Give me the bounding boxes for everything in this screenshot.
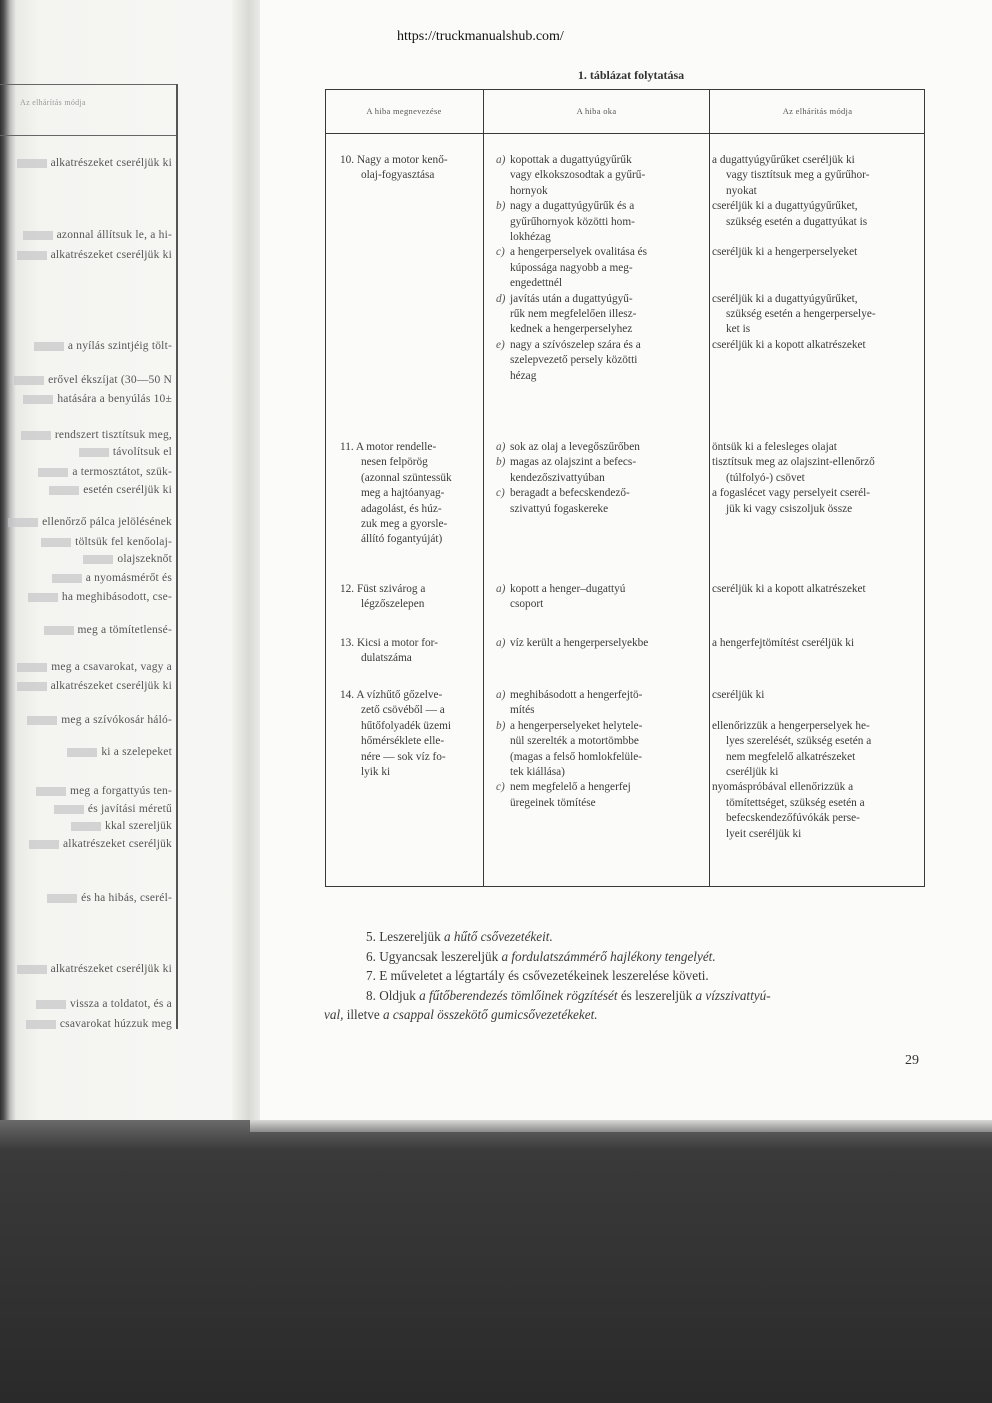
binding-blur xyxy=(79,448,109,457)
header-fault-cause: A hiba oka xyxy=(576,106,617,116)
binding-blur xyxy=(38,468,68,477)
left-page-line xyxy=(27,714,172,726)
remedy-line: cseréljük ki a kopott alkatrészeket xyxy=(712,583,866,595)
left-page-line xyxy=(67,746,172,758)
cause-marker: c) xyxy=(496,781,505,794)
remedy-line: cseréljük ki a hengerperselyeket xyxy=(712,246,858,259)
column-divider xyxy=(483,89,484,887)
header-remedy: Az elhárítás módja xyxy=(782,106,853,116)
binding-blur xyxy=(17,251,47,260)
binding-blur xyxy=(52,574,82,583)
cause-line: a hengerperselyeket helytele- xyxy=(510,719,643,732)
fault-name-line: 10. Nagy a motor kenő- xyxy=(340,154,448,166)
remedy-line: tömítettséget, szükség esetén a xyxy=(726,796,865,809)
left-page-line-text: alkatrészeket cseréljük ki xyxy=(50,249,172,261)
cause-text xyxy=(510,455,706,486)
left-page-line-text: ha meghibásodott, cse- xyxy=(61,591,172,603)
left-page-line-text: azonnal állítsuk le, a hi- xyxy=(56,229,172,241)
cause-item xyxy=(496,719,706,781)
fault-name-line: légzőszelepen xyxy=(361,598,425,611)
emphasized-text: a vízszivattyú- xyxy=(695,987,771,1003)
remedy-item xyxy=(712,338,920,353)
remedy-line: lyes szerelését, szükség esetén a xyxy=(726,735,872,748)
left-page-line xyxy=(21,429,172,441)
fault-name-cell xyxy=(340,153,480,184)
cause-line: beragadt a befecskendező- xyxy=(510,487,630,500)
binding-blur xyxy=(28,593,58,602)
page-number: 29 xyxy=(905,1053,919,1068)
fault-cause-cell xyxy=(496,636,706,651)
left-page-line-text: meg a csavarokat, vagy a xyxy=(51,661,172,673)
cause-text xyxy=(510,719,706,781)
cause-line: kopottak a dugattyúgyűrűk xyxy=(510,154,632,166)
remedy-line: szükség esetén a dugattyúkat is xyxy=(726,215,868,228)
remedy-item xyxy=(712,199,920,230)
fault-name-line: zető csövéből — a xyxy=(361,704,445,717)
emphasized-text: val, xyxy=(324,1007,344,1023)
remedy-item xyxy=(712,582,920,597)
binding-blur xyxy=(54,805,84,814)
fault-name-line: hűtőfolyadék üzemi xyxy=(361,719,452,732)
fault-name-line: állító fogantyúját) xyxy=(361,533,443,546)
paragraph-text: illetve xyxy=(343,1007,383,1023)
left-page-line xyxy=(17,249,172,261)
cause-item xyxy=(496,486,706,517)
cause-item xyxy=(496,245,706,291)
paragraph-text: 5. Leszereljük xyxy=(366,929,444,944)
left-page-line-text: alkatrészeket cseréljük xyxy=(63,838,172,850)
binding-blur xyxy=(44,626,74,635)
cause-line: hézag xyxy=(510,369,537,382)
remedy-item xyxy=(712,245,920,260)
left-page-line-text: a nyílás szintjéig tölt- xyxy=(67,340,172,352)
left-page-line-text: meg a szívókosár háló- xyxy=(61,714,172,726)
remedy-line: a fogaslécet vagy perselyeit cserél- xyxy=(712,487,871,500)
left-page-line-text: erővel ékszíjat (30—50 N xyxy=(48,374,172,386)
cause-text xyxy=(510,780,706,811)
binding-blur xyxy=(23,231,53,240)
binding-blur xyxy=(41,538,71,547)
instruction-paragraph xyxy=(324,1005,924,1025)
binding-blur xyxy=(14,376,44,385)
remedy-line: ket is xyxy=(726,323,751,336)
left-page-line-text: és ha hibás, cserél- xyxy=(81,892,172,904)
cause-line: engedettnél xyxy=(510,277,563,290)
remedy-line: a hengerfejtömítést cseréljük ki xyxy=(712,637,855,649)
cause-item xyxy=(496,636,706,651)
left-page-line xyxy=(36,998,172,1010)
remedy-line: cseréljük ki xyxy=(726,766,779,779)
fault-cause-cell xyxy=(496,153,706,384)
cause-marker: b) xyxy=(496,200,506,213)
source-url[interactable]: https://truckmanualshub.com/ xyxy=(397,29,564,44)
left-page-line-text: alkatrészeket cseréljük ki xyxy=(50,963,172,975)
binding-blur xyxy=(29,840,59,849)
cause-line: nem megfelelő a hengerfej xyxy=(510,781,631,794)
cause-line: sok az olaj a levegőszűrőben xyxy=(510,441,640,453)
fault-name-line: nére — sok víz fo- xyxy=(361,750,446,763)
left-page-line xyxy=(17,680,172,692)
remedy-line: cseréljük ki a kopott alkatrészeket xyxy=(712,338,866,351)
fault-name-cell xyxy=(340,688,480,780)
book-gutter xyxy=(232,0,260,1125)
left-page-line-text: ellenőrző pálca jelölésének xyxy=(42,516,172,528)
binding-blur xyxy=(83,555,113,564)
binding-blur xyxy=(26,1020,56,1029)
fault-name-cell xyxy=(340,440,480,548)
instruction-paragraph xyxy=(324,986,924,1006)
cause-line: mítés xyxy=(510,704,535,717)
remedy-line: befecskendezőfúvókák perse- xyxy=(726,812,860,825)
cause-marker: b) xyxy=(496,719,506,732)
remedy-item xyxy=(712,440,920,455)
header-divider xyxy=(325,133,925,134)
remedy-line: nyokat xyxy=(726,184,757,197)
cause-line: rűk nem megfelelően illesz- xyxy=(510,308,637,321)
cause-item xyxy=(496,199,706,245)
left-page-line-text: meg a tömítetlensé- xyxy=(77,624,172,636)
left-page-line xyxy=(29,838,172,850)
cause-line: víz került a hengerperselyekbe xyxy=(510,637,649,649)
left-page-line-text: esetén cseréljük ki xyxy=(83,484,172,496)
cause-text xyxy=(510,636,706,651)
cause-marker: a) xyxy=(496,637,506,649)
cause-text xyxy=(510,440,706,455)
left-table-top-border xyxy=(0,84,178,85)
left-page-line-text: a nyomásmérőt és xyxy=(85,572,172,584)
binding-blur xyxy=(67,748,97,757)
left-page-line-text: töltsük fel kenőolaj- xyxy=(75,536,172,548)
left-page-line xyxy=(71,820,172,832)
binding-blur xyxy=(71,822,101,831)
remedy-line: szükség esetén a hengerperselye- xyxy=(726,308,876,320)
fault-name-cell xyxy=(340,636,480,667)
cause-line: kendezőszivattyúban xyxy=(510,471,605,484)
left-page-line xyxy=(83,553,172,565)
cause-line: nül szerelték a motortömbbe xyxy=(510,735,639,748)
left-page-line xyxy=(36,785,172,797)
fault-name-cell xyxy=(340,582,480,613)
binding-blur xyxy=(34,342,64,351)
cause-text xyxy=(510,486,706,517)
cause-marker: c) xyxy=(496,246,505,259)
cause-text xyxy=(510,199,706,245)
binding-blur xyxy=(23,395,53,404)
remedy-line: cseréljük ki xyxy=(712,689,765,701)
left-page-line-text: alkatrészeket cseréljük ki xyxy=(50,680,172,692)
left-page-line-text: a termosztátot, szük- xyxy=(72,466,172,478)
left-page-line-text: vissza a toldatot, és a xyxy=(69,998,172,1010)
emphasized-text: a fordulatszámmérő hajlékony tengelyét. xyxy=(501,948,716,964)
cause-marker: d) xyxy=(496,292,506,305)
left-page-line xyxy=(44,624,173,636)
remedy-item xyxy=(712,719,920,781)
remedy-item xyxy=(712,486,920,517)
cause-line: vagy elkokszosodtak a gyűrű- xyxy=(510,169,646,182)
cause-item xyxy=(496,153,706,199)
left-page-line xyxy=(47,892,172,904)
header-fault-name: A hiba megnevezése xyxy=(366,106,442,116)
left-page-line xyxy=(17,157,172,169)
remedy-item xyxy=(712,292,920,338)
remedy-line: jük ki vagy csiszoljuk össze xyxy=(726,502,853,515)
left-page-line xyxy=(41,536,172,548)
cause-item xyxy=(496,780,706,811)
left-page-line xyxy=(79,446,172,458)
emphasized-text: a fűtőberendezés tömlőinek rögzítését xyxy=(419,987,618,1003)
left-page-line xyxy=(23,229,172,241)
left-page-line xyxy=(49,484,172,496)
left-page-line xyxy=(38,466,172,478)
binding-blur xyxy=(21,431,51,440)
left-page-line-text: távolítsuk el xyxy=(112,446,172,458)
left-page-line xyxy=(14,374,172,386)
cause-line: csoport xyxy=(510,598,544,611)
fault-name-line: lyik ki xyxy=(361,766,391,779)
fault-name-line: adagolást, és húz- xyxy=(361,502,442,515)
binding-blur xyxy=(47,894,77,903)
paragraph-text: és leszereljük xyxy=(617,987,696,1003)
left-page-line-text: alkatrészeket cseréljük ki xyxy=(50,157,172,169)
column-divider xyxy=(709,89,710,887)
left-table-header: Az elhárítás módja xyxy=(20,98,86,107)
cause-text xyxy=(510,582,706,613)
remedy-line: ellenőrizzük a hengerperselyek he- xyxy=(712,719,870,732)
binding-blur xyxy=(49,486,79,495)
fault-cause-cell xyxy=(496,688,706,811)
cause-item xyxy=(496,582,706,613)
cause-line: szivattyú fogaskereke xyxy=(510,502,609,515)
emphasized-text: a hűtő csővezetékeit. xyxy=(444,929,553,944)
left-page-line xyxy=(34,340,172,352)
remedy-line: lyeit cseréljük ki xyxy=(726,827,802,840)
fault-name-line: zuk meg a gyorsle- xyxy=(361,518,448,531)
remedy-line: öntsük ki a felesleges olajat xyxy=(712,441,837,453)
instruction-paragraph xyxy=(324,947,924,967)
remedy-line: nyomáspróbával ellenőrizzük a xyxy=(712,781,854,794)
paragraph-text: 6. Ugyancsak leszereljük xyxy=(366,948,502,964)
cause-line: meghibásodott a hengerfejtö- xyxy=(510,689,643,701)
cause-item xyxy=(496,688,706,719)
cause-text xyxy=(510,245,706,291)
fault-name-line: hőmérséklete elle- xyxy=(361,735,445,748)
binding-blur xyxy=(36,1000,66,1009)
cause-line: javítás után a dugattyúgyű- xyxy=(510,292,633,305)
cause-line: tek kiállása) xyxy=(510,766,565,779)
remedy-item xyxy=(712,780,920,842)
binding-blur xyxy=(27,716,57,725)
cause-line: lokhézag xyxy=(510,231,551,244)
left-table-header-border xyxy=(0,135,178,136)
paragraph-text: 7. E műveletet a légtartály és csővezetékeinek leszerelése követi. xyxy=(366,968,709,984)
left-page-line xyxy=(17,963,172,975)
fault-name-line: 13. Kicsi a motor for- xyxy=(340,637,438,649)
fault-name-line: 14. A vízhűtő gőzelve- xyxy=(340,689,443,701)
remedy-item xyxy=(712,636,920,651)
remedy-line: cseréljük ki a dugattyúgyűrűket, xyxy=(712,200,858,213)
remedy-line: cseréljük ki a dugattyúgyűrűket, xyxy=(712,292,858,305)
cause-line: hornyok xyxy=(510,184,548,197)
binding-blur xyxy=(17,965,47,974)
cause-item xyxy=(496,455,706,486)
cause-line: üregeinek tömítése xyxy=(510,796,596,809)
binding-blur xyxy=(17,663,47,672)
cause-marker: a) xyxy=(496,441,506,453)
cause-line: (magas a felső homlokfelüle- xyxy=(510,750,643,763)
cause-item xyxy=(496,292,706,338)
binding-blur xyxy=(36,787,66,796)
emphasized-text: a csappal összekötő gumicsővezetékeket. xyxy=(382,1007,598,1023)
cause-line: magas az olajszint a befecs- xyxy=(510,456,637,469)
cause-item xyxy=(496,440,706,455)
cause-line: nagy a dugattyúgyűrűk és a xyxy=(510,200,635,213)
paragraph-text: 8. Oldjuk xyxy=(366,987,420,1003)
left-page-line xyxy=(52,572,172,584)
left-page-line xyxy=(17,661,172,673)
left-page-line xyxy=(23,393,172,405)
cause-marker: a) xyxy=(496,583,506,595)
cause-line: a hengerperselyek ovalitása és xyxy=(510,246,648,259)
left-page-line xyxy=(26,1018,172,1030)
left-page-line-text: és javítási méretű xyxy=(87,803,172,815)
fault-cause-cell xyxy=(496,440,706,517)
fault-name-line: 12. Füst szivárog a xyxy=(340,583,426,595)
cause-marker: a) xyxy=(496,154,506,166)
left-page-line-text: ki a szelepeket xyxy=(101,746,172,758)
cause-line: kopott a henger–dugattyú xyxy=(510,583,626,595)
left-page-line-text: olajszeknőt xyxy=(117,553,172,565)
cause-marker: e) xyxy=(496,338,505,351)
left-page-line xyxy=(54,803,172,815)
remedy-line: a dugattyúgyűrűket cseréljük ki xyxy=(712,154,855,166)
left-page-line-text: meg a forgattyús ten- xyxy=(69,785,172,797)
cause-marker: c) xyxy=(496,487,505,500)
cause-line: nagy a szívószelep szára és a xyxy=(510,338,641,351)
remedy-line: nem megfelelő alkatrészeket xyxy=(726,750,856,763)
binding-blur xyxy=(8,518,38,527)
cause-line: szelepvezető persely közötti xyxy=(510,354,638,367)
fault-name-line: nesen felpörög xyxy=(361,456,428,469)
remedy-line: tisztítsuk meg az olajszint-ellenőrző xyxy=(712,456,875,469)
cause-text xyxy=(510,153,706,199)
cause-text xyxy=(510,292,706,338)
scan-background xyxy=(0,1120,992,1403)
instruction-paragraph xyxy=(324,966,924,986)
cause-line: kednek a hengerperselyhez xyxy=(510,323,633,336)
instruction-paragraph xyxy=(324,927,924,947)
instruction-paragraphs xyxy=(324,927,924,1025)
table-title: 1. táblázat folytatása xyxy=(577,68,685,82)
cause-line: gyűrűhornyok közötti hom- xyxy=(510,215,635,228)
left-page-line-text: kkal szereljük xyxy=(105,820,172,832)
cause-text xyxy=(510,688,706,719)
left-page-line-text: hatására a benyúlás 10± xyxy=(57,393,172,405)
remedy-item xyxy=(712,455,920,486)
binding-blur xyxy=(17,159,47,168)
remedy-item xyxy=(712,153,920,199)
left-page-line-text: rendszert tisztítsuk meg, xyxy=(54,429,172,441)
fault-cause-cell xyxy=(496,582,706,613)
remedy-item xyxy=(712,688,920,703)
cause-line: kúpossága nagyobb a meg- xyxy=(510,261,633,274)
left-page-line-text: csavarokat húzzuk meg xyxy=(59,1018,172,1030)
remedy-line: vagy tisztítsuk meg a gyűrűhor- xyxy=(726,169,870,182)
remedy-line: (túlfolyó-) csövet xyxy=(726,471,805,484)
left-page-line xyxy=(8,516,172,528)
fault-name-line: (azonnal szüntessük xyxy=(361,471,452,484)
binding-blur xyxy=(17,682,47,691)
cause-text xyxy=(510,338,706,384)
cause-marker: b) xyxy=(496,456,506,469)
fault-name-line: 11. A motor rendelle- xyxy=(340,441,437,453)
fault-name-line: meg a hajtóanyag- xyxy=(361,487,445,500)
fault-name-line: dulatszáma xyxy=(361,652,412,665)
fault-name-line: olaj-fogyasztása xyxy=(361,169,435,182)
cause-marker: a) xyxy=(496,689,506,701)
left-page-line xyxy=(28,591,172,603)
left-table-right-border xyxy=(176,84,178,1029)
cause-item xyxy=(496,338,706,384)
